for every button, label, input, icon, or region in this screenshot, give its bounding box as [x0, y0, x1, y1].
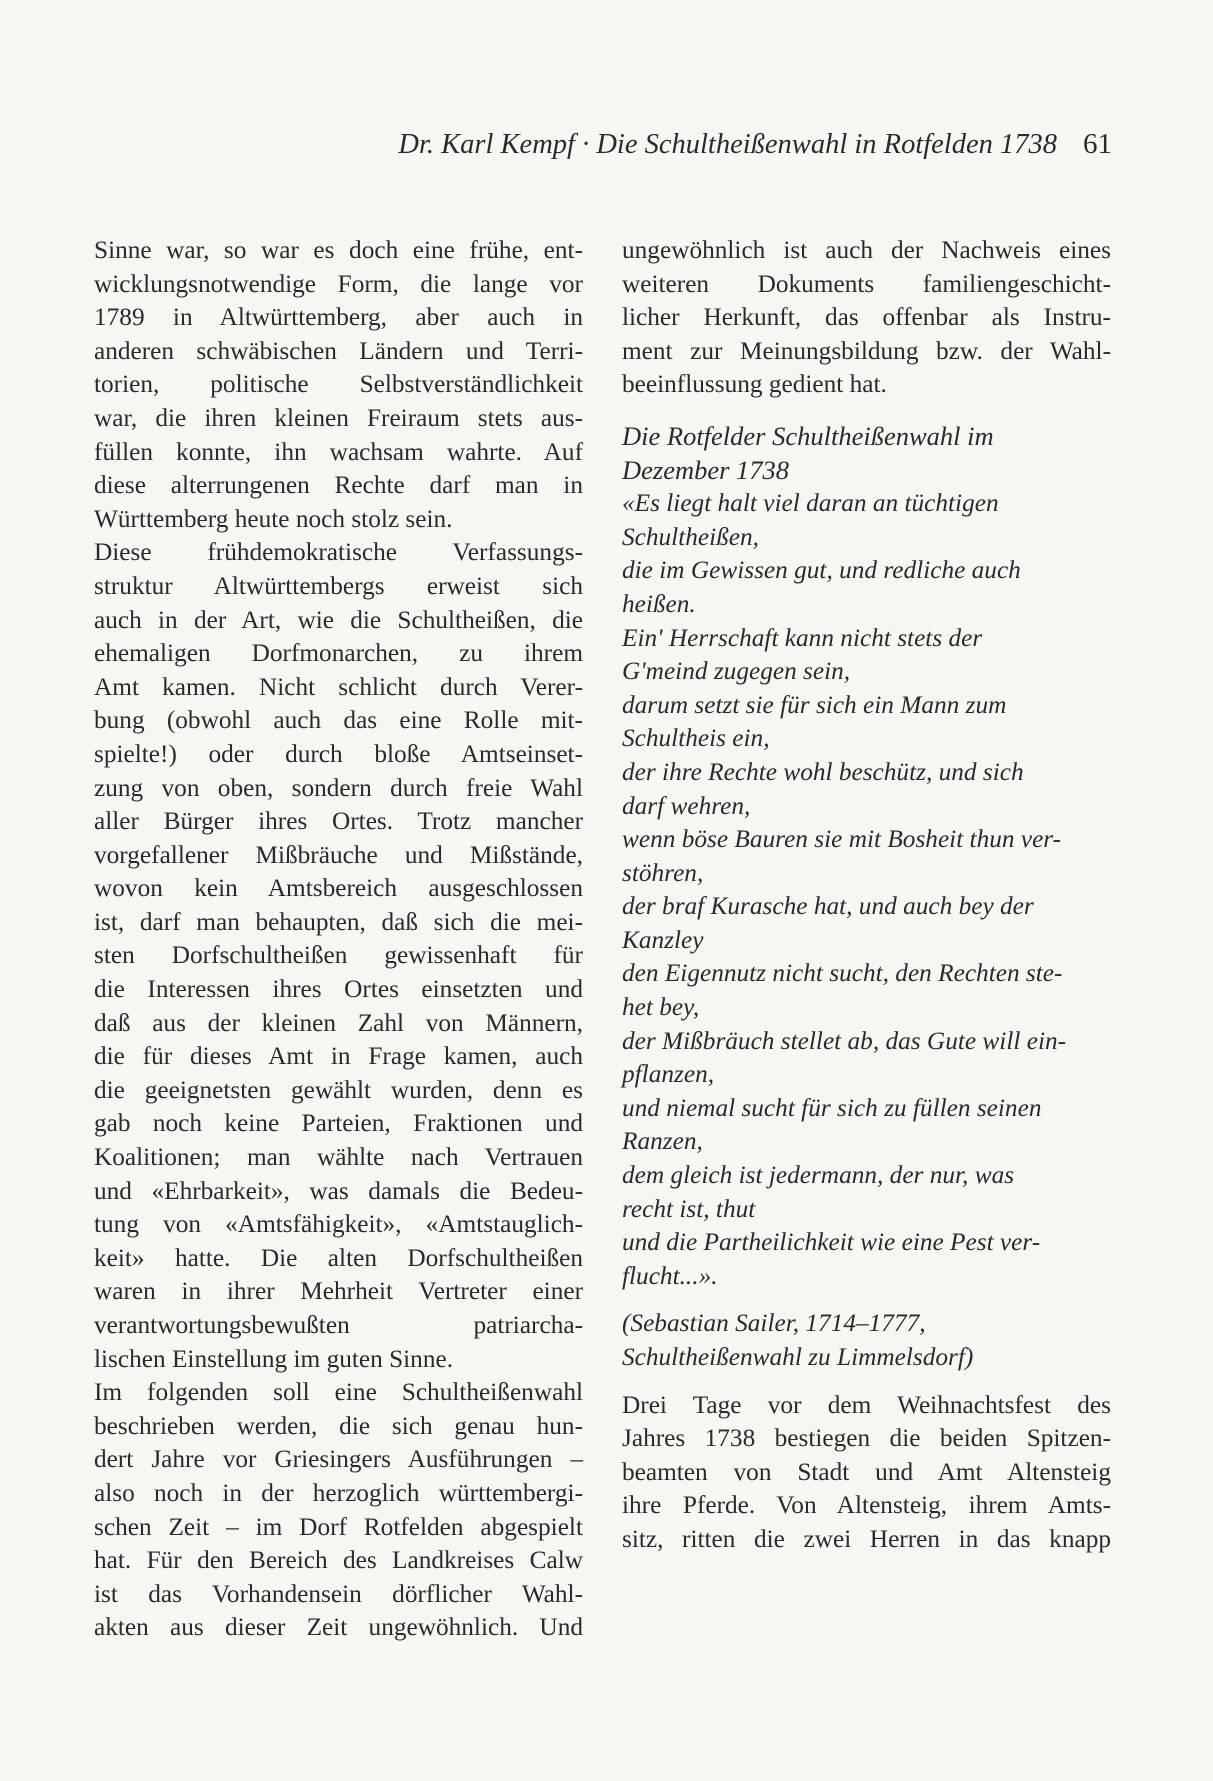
left-column	[94, 234, 583, 1645]
text-line: weiteren Dokuments familiengeschicht-	[622, 269, 1111, 298]
text-line: akten aus dieser Zeit ungewöhnlich. Und	[94, 1613, 583, 1642]
text-line: beschrieben werden, die sich genau hun-	[94, 1411, 583, 1440]
text-line: daß aus der kleinen Zahl von Männern,	[94, 1008, 583, 1037]
poem-line: dem gleich ist jedermann, der nur, was	[622, 1161, 1015, 1190]
text-line: ist das Vorhandensein dörflicher Wahl-	[94, 1579, 583, 1608]
text-line: 1789 in Altwürttemberg, aber auch in	[94, 303, 583, 332]
poem-line: und niemal sucht für sich zu füllen seinen	[622, 1093, 1042, 1122]
text-line: licher Herkunft, das offenbar als Instru-	[622, 303, 1111, 332]
text-line: ment zur Meinungsbildung bzw. der Wahl-	[622, 336, 1111, 365]
poem-line: Schultheis ein,	[622, 724, 770, 753]
section-heading	[622, 420, 1111, 487]
text-line: ihre Pferde. Von Altensteig, ihrem Amts-	[622, 1491, 1111, 1520]
text-line: bung (obwohl auch das eine Rolle mit-	[94, 706, 583, 735]
text-line: sten Dorfschultheißen gewissenhaft für	[94, 941, 583, 970]
text-line: Im folgenden soll eine Schultheißenwahl	[94, 1378, 583, 1407]
poem-line: der Mißbräuch stellet ab, das Gute will ein-	[622, 1026, 1067, 1055]
text-line: Amt kamen. Nicht schlicht durch Verer-	[94, 672, 583, 701]
poem-line: flucht...».	[622, 1261, 718, 1290]
poem-line: heißen.	[622, 589, 696, 618]
text-line: spielte!) oder durch bloße Amtseinset-	[94, 739, 583, 768]
poem-line: den Eigennutz nicht sucht, den Rechten ste-	[622, 959, 1063, 988]
poem-line: G'meind zugegen sein,	[622, 657, 851, 686]
poem-line: der braf Kurasche hat, und auch bey der	[622, 892, 1034, 921]
running-header	[0, 126, 1112, 163]
poem-line: die im Gewissen gut, und redliche auch	[622, 556, 1021, 585]
body-paragraph	[622, 1389, 1111, 1557]
text-line: Sinne war, so war es doch eine frühe, ent-	[94, 236, 583, 264]
poem-quote	[622, 487, 1111, 1293]
text-line: gab noch keine Parteien, Fraktionen und	[94, 1109, 583, 1138]
text-line: Württemberg heute noch stolz sein.	[94, 504, 453, 533]
text-line: die geeignetsten gewählt wurden, denn es	[94, 1075, 583, 1104]
text-line: anderen schwäbischen Ländern und Terri-	[94, 336, 583, 365]
poem-line: Schultheißen,	[622, 522, 759, 551]
text-line: waren in ihrer Mehrheit Vertreter einer	[94, 1277, 583, 1306]
poem-line: recht ist, thut	[622, 1194, 756, 1223]
text-line: torien, politische Selbstverständlichkeit	[94, 370, 583, 399]
text-line: ungewöhnlich ist auch der Nachweis eines	[622, 236, 1111, 264]
text-line: aller Bürger ihres Ortes. Trotz mancher	[94, 807, 583, 836]
text-line: also noch in der herzoglich württembergi-	[94, 1478, 583, 1507]
text-line: ist, darf man behaupten, daß sich die mei-	[94, 907, 583, 936]
text-line: auch in der Art, wie die Schultheißen, die	[94, 605, 583, 634]
text-line: sitz, ritten die zwei Herren in das knapp	[622, 1524, 1111, 1553]
text-line: wovon kein Amtsbereich ausgeschlossen	[94, 874, 583, 903]
text-line: war, die ihren kleinen Freiraum stets aus-	[94, 403, 583, 432]
text-line: beeinflussung gedient hat.	[622, 370, 887, 399]
text-line: struktur Altwürttembergs erweist sich	[94, 571, 583, 600]
poem-line: Kanzley	[622, 925, 704, 954]
poem-line: darum setzt sie für sich ein Mann zum	[622, 690, 1007, 719]
text-line: beamten von Stadt und Amt Altensteig	[622, 1457, 1111, 1486]
text-line: Koalitionen; man wählte nach Vertrauen	[94, 1143, 583, 1172]
text-line: zung von oben, sondern durch freie Wahl	[94, 773, 583, 802]
text-line: und «Ehrbarkeit», was damals die Bedeu-	[94, 1176, 583, 1205]
poem-line: het bey,	[622, 993, 700, 1022]
text-line: dert Jahre vor Griesingers Ausführungen –	[94, 1445, 583, 1474]
text-line: wicklungsnotwendige Form, die lange vor	[94, 269, 583, 298]
text-line: vorgefallener Mißbräuche und Mißstände,	[94, 840, 583, 869]
poem-line: stöhren,	[622, 858, 704, 887]
attribution-line: Schultheißenwahl zu Limmelsdorf)	[622, 1343, 974, 1371]
poem-line: und die Partheilichkeit wie eine Pest ver-	[622, 1228, 1041, 1257]
running-title: Dr. Karl Kempf · Die Schultheißenwahl in Rotfelden 1738	[398, 129, 1057, 160]
page-number: 61	[1083, 128, 1112, 160]
poem-line: der ihre Rechte wohl beschütz, und sich	[622, 757, 1024, 786]
text-line: die Interessen ihres Ortes einsetzten und	[94, 975, 583, 1004]
poem-line: pflanzen,	[622, 1060, 715, 1089]
poem-line: Ranzen,	[622, 1127, 703, 1156]
heading-line: Dezember 1738	[622, 454, 790, 485]
poem-line: Ein' Herrschaft kann nicht stets der	[622, 623, 983, 652]
heading-line: Die Rotfelder Schultheißenwahl im	[622, 420, 994, 451]
text-line: tung von «Amtsfähigkeit», «Amtstauglich-	[94, 1210, 583, 1239]
text-line: füllen konnte, ihn wachsam wahrte. Auf	[94, 437, 583, 466]
text-line: Drei Tage vor dem Weihnachtsfest des	[622, 1390, 1111, 1419]
text-line: diese alterrungenen Rechte darf man in	[94, 471, 583, 500]
text-line: Diese frühdemokratische Verfassungs-	[94, 538, 583, 567]
text-line: verantwortungsbewußten patriarcha-	[94, 1311, 583, 1339]
text-line: hat. Für den Bereich des Landkreises Calw	[94, 1546, 583, 1575]
text-line: Jahres 1738 bestiegen die beiden Spitzen-	[622, 1424, 1111, 1453]
intro-paragraph	[622, 234, 1111, 402]
poem-line: wenn böse Bauren sie mit Bosheit thun ver-	[622, 825, 1062, 854]
text-line: die für dieses Amt in Frage kamen, auch	[94, 1042, 583, 1071]
poem-line: «Es liegt halt viel daran an tüchtigen	[622, 489, 999, 518]
text-line: keit» hatte. Die alten Dorfschultheißen	[94, 1243, 583, 1272]
attribution-line: (Sebastian Sailer, 1714–1777,	[622, 1309, 926, 1338]
text-line: ehemaligen Dorfmonarchen, zu ihrem	[94, 639, 583, 668]
poem-attribution	[622, 1307, 1111, 1374]
text-line: lischen Einstellung im guten Sinne.	[94, 1344, 454, 1373]
poem-line: darf wehren,	[622, 791, 751, 820]
text-line: schen Zeit – im Dorf Rotfelden abgespielt	[94, 1512, 583, 1541]
right-column	[622, 234, 1111, 1557]
